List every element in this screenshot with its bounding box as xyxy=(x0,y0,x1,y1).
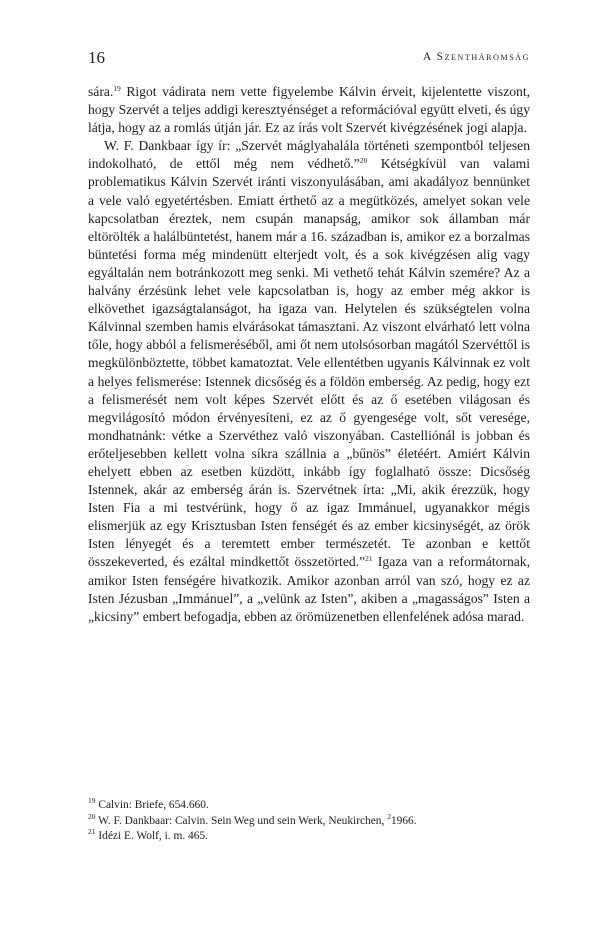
footnotes xyxy=(88,798,530,845)
text-run: Rigot vádirata nem vette figyelembe Kálvin érveit, kijelentette viszont, hogy Szervét a teljes addigi keresztyénséget a reformációval együtt elveti, és úgy látja, hogy az a romlás útján jár. Ez az írás volt Szervét kivégzésének jogi alapja. xyxy=(88,84,530,136)
text-run: sára. xyxy=(88,84,114,99)
footnote xyxy=(88,811,530,830)
footnote-number: 19 xyxy=(88,796,96,805)
text-run: W. F. Dankbaar így ír: „Szervét máglyahalála történeti szempontból teljesen indokolható, de ettől még nem védhető.” xyxy=(88,138,530,172)
page-number: 16 xyxy=(88,48,105,67)
text-run: Igaza van a reformátornak, amikor Isten fenségére hivatkozik. Amikor azonban arról van szó, hogy ez az Isten Jézusban „Immánuel”, a „velünk az Isten”, akiben a „magasságos” Isten a „kicsiny” embert befogadja, ebben az örömüzenetben ellenfelének adósa marad. xyxy=(88,554,530,624)
footnote-ref: 21 xyxy=(365,554,373,564)
footnote-number: 20 xyxy=(88,811,96,821)
footnote-number: 21 xyxy=(88,827,96,837)
footnote xyxy=(88,829,530,845)
footnote xyxy=(88,798,530,814)
running-head: A Szentháromság xyxy=(422,51,530,63)
paragraph xyxy=(88,137,530,626)
footnote-text: W. F. Dankbaar: Calvin. Sein Weg und sein Werk, Neukirchen, xyxy=(98,814,388,827)
footnote-text: Idézi E. Wolf, i. m. 465. xyxy=(98,830,208,843)
edition-superscript: 2 xyxy=(387,811,391,821)
footnote-text: Calvin: Briefe, 654.660. xyxy=(98,799,209,811)
text-run: Kétségkívül van valami problematikus Kálvin Szervét iránti viszonyulásában, ami akadályoz bennünket a vele való egyetértésben. Emiatt érthető az a megütközés, amelyet sokan vele kapcsolatban éreztek, nem csupán manapság, amikor sok államban már eltörölték a halálbüntetést, hanem már a 16. században is, amikor ez a borzalmas büntetési forma még mindenütt elterjedt volt, és a sok kivégzésen alig vagy egyáltalán nem botránkozott meg senki. Mi vethető tehát Kálvin szemére? Az a halvány érzésünk lehet vele kapcsolatban is, hogy az ember még akkor is elkövethet igazságtalanságot, ha igaza van. Helytelen és szükségtelen volna Kálvinnal szemben hamis elvárásokat támasztani. Az viszont elvárható lett volna tőle, hogy abból a felismeréséből, ami őt nem utolsósorban magától Szervéttől is megkülönböztette, többet kamatoztat. Vele ellentétben ugyanis Kálvinnak ez volt a helyes felismerése: Istennek dicsőség és a földön emberség. Az pedig, hogy ezt a felismerését nem volt képes Szervét előtt és az ő esetében világosan és megvilágosító módon érvényesíteni, ez az ő gyengesége volt, sőt veresége, mondhatnánk: vétke a Szervéthez való viszonyában. Castelliónál is jobban és erőteljesebben kellett volna síkra szállnia a „bűnös” életéért. Amiért Kálvin ehelyett ebben az esetben küzdött, inkább így foglalható össze: Dicsőség Istennek, akár az emberség árán is. Szervétnek írta: „Mi, akik érezzük, hogy Isten Fia a mi testvérünk, hogy ő az igaz Immánuel, ugyanakkor mégis elismerjük az egy Krisztusban Isten fenségét és az ember kicsinységét, az örök Isten lényegét és a teremtett ember természetét. Te azonban e kettőt összekeverted, és ezáltal mindkettőt összetörted.” xyxy=(88,156,530,570)
body-text xyxy=(88,83,530,626)
footnote-ref: 20 xyxy=(359,156,368,166)
paragraph xyxy=(88,83,530,137)
footnote-ref: 19 xyxy=(113,84,121,93)
footnote-year: 1966. xyxy=(390,814,417,827)
